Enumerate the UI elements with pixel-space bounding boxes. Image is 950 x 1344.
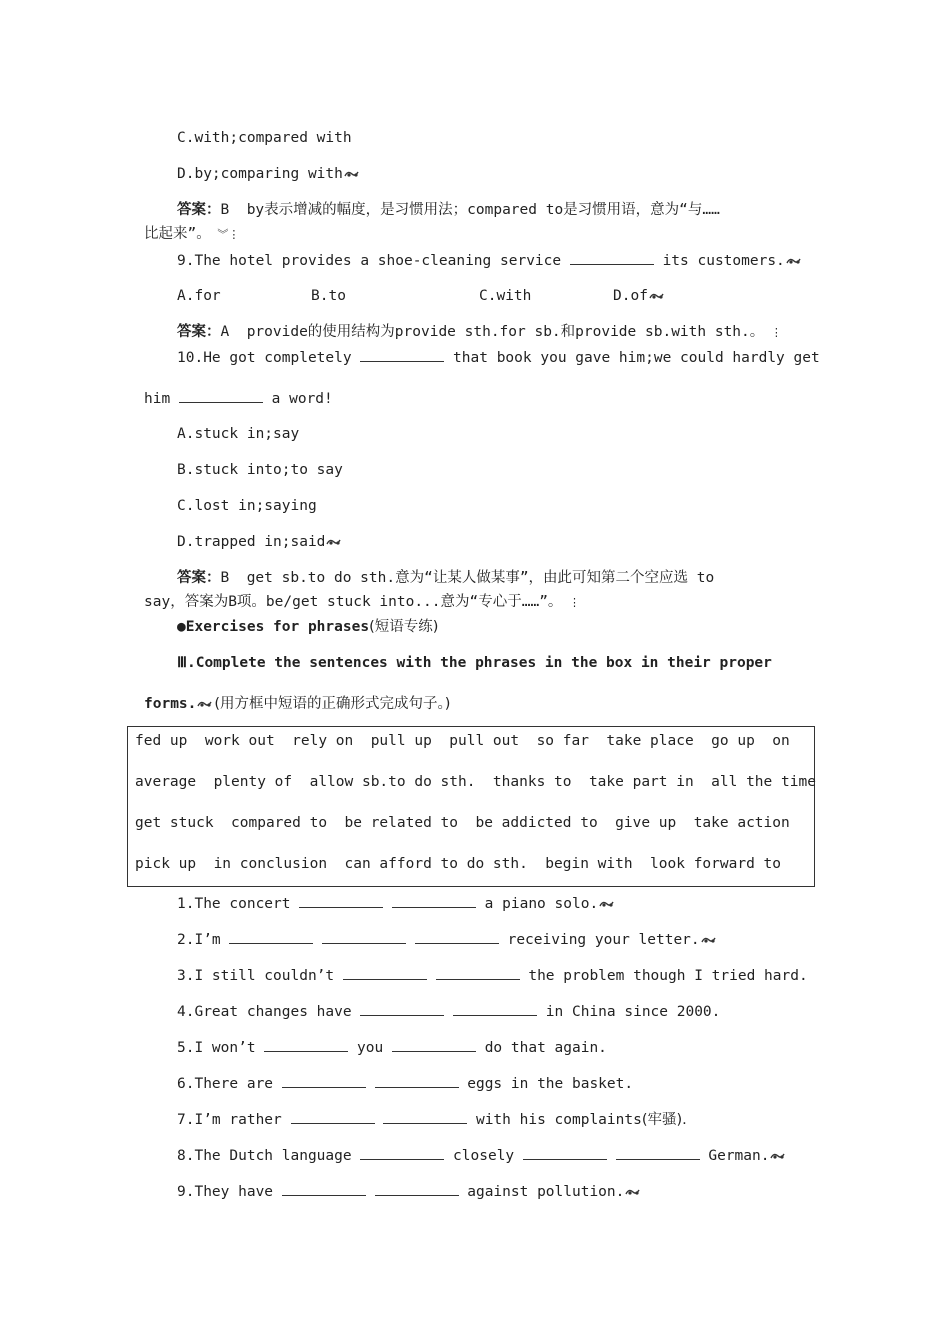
mark-icon <box>786 256 803 266</box>
mark-icon <box>701 935 718 945</box>
exercise-7: 7.I’m rather with his complaints(牢骚). <box>177 1109 687 1130</box>
option-b: B.stuck into;to say <box>177 462 343 478</box>
mark-icon <box>649 291 666 301</box>
option-d: D.by;comparing with <box>177 164 361 184</box>
phrase-box-line: get stuck compared to be related to be addicted to give up take action <box>135 815 790 831</box>
mark-icon <box>344 169 361 179</box>
mark-icon <box>625 1187 642 1197</box>
instruction-line-1: Ⅲ.Complete the sentences with the phrases in the box in their proper <box>177 655 772 671</box>
phrase-box-line: fed up work out rely on pull up pull out so far take place go up on <box>135 733 790 749</box>
answer-8-line-2: 比起来”。 ︾⋮ <box>144 226 240 242</box>
option-a: A.stuck in;say <box>177 426 300 442</box>
exercise-2: 2.I’m receiving your letter. <box>177 929 718 950</box>
option-c: C.with <box>479 288 532 304</box>
option-d: D.of <box>613 286 666 306</box>
option-d: D.trapped in;said <box>177 532 343 552</box>
mark-icon <box>599 899 616 909</box>
exercise-8: 8.The Dutch language closely German. <box>177 1145 787 1166</box>
answer-10-line-2: say，答案为B项。be/get stuck into...意为“专心于……”。 ⋮ <box>144 594 581 610</box>
phrase-box-line: average plenty of allow sb.to do sth. thanks to take part in all the time <box>135 774 816 790</box>
option-a: A.for <box>177 288 221 304</box>
section-title: ●Exercises for phrases(短语专练) <box>177 619 439 635</box>
answer-10-line-1: 答案：B get sb.to do sth.意为“让某人做某事”，由此可知第二个空应选 to <box>177 570 715 586</box>
exercise-1: 1.The concert a piano solo. <box>177 893 616 914</box>
question-10-line-1: 10.He got completely that book you gave him;we could hardly get <box>177 347 820 368</box>
exercise-5: 5.I won’t you do that again. <box>177 1037 607 1058</box>
option-c: C.with;compared with <box>177 130 352 146</box>
phrase-box-line: pick up in conclusion can afford to do sth. begin with look forward to <box>135 856 782 872</box>
question-9: 9.The hotel provides a shoe-cleaning service its customers. <box>177 250 803 271</box>
exercise-6: 6.There are eggs in the basket. <box>177 1073 633 1094</box>
mark-icon <box>326 537 343 547</box>
answer-8-line-1: 答案：B by表示增减的幅度，是习惯用法；compared to是习惯用语，意为“与…… <box>177 202 720 218</box>
exercise-9: 9.They have against pollution. <box>177 1181 642 1202</box>
mark-icon <box>197 699 214 709</box>
option-c: C.lost in;saying <box>177 498 317 514</box>
instruction-line-2: forms. (用方框中短语的正确形式完成句子。) <box>144 696 451 712</box>
exercise-3: 3.I still couldn’t the problem though I tried hard. <box>177 965 808 986</box>
question-10-line-2: him a word! <box>144 388 333 409</box>
option-b: B.to <box>311 288 346 304</box>
answer-9: 答案：A provide的使用结构为provide sth.for sb.和provide sb.with sth.。 ⋮ <box>177 324 782 340</box>
exercise-4: 4.Great changes have in China since 2000. <box>177 1001 720 1022</box>
mark-icon <box>770 1151 787 1161</box>
